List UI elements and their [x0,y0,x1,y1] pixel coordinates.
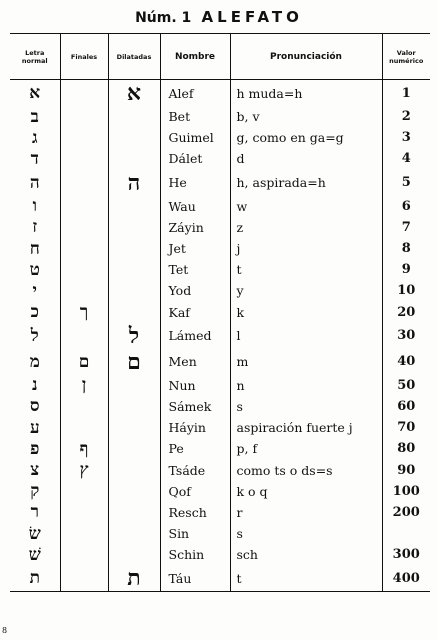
letter-normal: ה [29,172,40,193]
letter-final [60,565,108,592]
letter-normal: ו [32,196,37,217]
letter-pronunciation: t [230,259,382,280]
header-row [10,34,430,80]
letter-final [60,523,108,544]
table-row [10,375,430,396]
header-valor: Valor numérico [382,34,430,80]
letter-dilatada [108,375,160,396]
table-row [10,259,430,280]
letter-dilatada [108,106,160,127]
letter-normal: ב [30,106,39,127]
letter-pronunciation: m [230,349,382,375]
letter-dilatada [108,127,160,148]
letter-dilatada: א [108,80,160,107]
letter-dilatada [108,502,160,523]
letter-pronunciation: y [230,280,382,301]
letter-name: Nun [160,375,230,396]
letter-pronunciation: b, v [230,106,382,127]
letter-name: He [160,170,230,196]
table-number: Núm. 1 [135,10,192,26]
letter-name: Tet [160,259,230,280]
page-footnote: 8 [2,626,8,635]
letter-final: ך [60,302,108,323]
letter-normal: שׁ [28,544,41,565]
letter-name: Alef [160,80,230,107]
header-finales: Finales [60,34,108,80]
letter-final: ן [60,375,108,396]
letter-normal: ר [30,502,39,523]
letter-dilatada [108,438,160,459]
letter-value: 3 [382,127,430,148]
letter-final [60,323,108,349]
letter-value: 50 [382,375,430,396]
letter-value: 9 [382,259,430,280]
table-row [10,565,430,592]
letter-pronunciation: s [230,396,382,417]
letter-pronunciation: p, f [230,438,382,459]
letter-final [60,217,108,238]
table-row [10,544,430,565]
page-title [0,8,438,26]
letter-dilatada [108,417,160,438]
letter-name: Qof [160,481,230,502]
table-row [10,349,430,375]
letter-normal: מ [29,351,40,372]
letter-dilatada [108,523,160,544]
letter-value: 5 [382,170,430,196]
letter-value: 2 [382,106,430,127]
letter-name: Háyin [160,417,230,438]
letter-value: 7 [382,217,430,238]
letter-pronunciation: h, aspirada=h [230,170,382,196]
table-row [10,459,430,480]
letter-value: 4 [382,148,430,169]
letter-pronunciation: g, como en ga=g [230,127,382,148]
table-row [10,302,430,323]
letter-normal: שׂ [28,523,41,544]
letter-dilatada [108,544,160,565]
letter-pronunciation: sch [230,544,382,565]
letter-normal: ז [32,217,38,238]
letter-final: ץ [60,459,108,480]
letter-normal: ס [29,396,40,417]
letter-pronunciation: k [230,302,382,323]
table-row [10,196,430,217]
letter-name: Lámed [160,323,230,349]
table-row [10,417,430,438]
letter-name: Wau [160,196,230,217]
letter-final [60,396,108,417]
letter-name: Kaf [160,302,230,323]
letter-dilatada: ה [108,170,160,196]
header-nombre: Nombre [160,34,230,80]
letter-dilatada [108,196,160,217]
letter-value: 300 [382,544,430,565]
letter-final: ף [60,438,108,459]
letter-name: Táu [160,565,230,592]
header-normal: Letra normal [10,34,60,80]
letter-dilatada [108,148,160,169]
letter-dilatada [108,302,160,323]
alefato-table [10,33,430,592]
table-row [10,80,430,107]
table-row [10,438,430,459]
letter-dilatada [108,396,160,417]
table-row [10,323,430,349]
letter-value: 100 [382,481,430,502]
letter-name: Yod [160,280,230,301]
letter-name: Záyin [160,217,230,238]
letter-pronunciation: r [230,502,382,523]
letter-dilatada [108,481,160,502]
letter-final [60,259,108,280]
letter-pronunciation: t [230,565,382,592]
letter-name: Resch [160,502,230,523]
letter-final: ם [60,349,108,375]
letter-value: 30 [382,323,430,349]
letter-value: 20 [382,302,430,323]
letter-dilatada: ם [108,349,160,375]
letter-final [60,544,108,565]
letter-name: Men [160,349,230,375]
table-row [10,523,430,544]
letter-value: 70 [382,417,430,438]
table-row [10,396,430,417]
table-row [10,238,430,259]
letter-final [60,127,108,148]
letter-name: Bet [160,106,230,127]
letter-final [60,280,108,301]
letter-value: 200 [382,502,430,523]
letter-dilatada: ל [108,323,160,349]
letter-dilatada [108,238,160,259]
letter-normal: כ [30,302,39,323]
letter-final [60,502,108,523]
letter-value: 6 [382,196,430,217]
letter-value: 1 [382,80,430,107]
letter-normal: ג [31,127,38,148]
letter-name: Sámek [160,396,230,417]
letter-name: Dálet [160,148,230,169]
letter-name: Sin [160,523,230,544]
table-row [10,106,430,127]
letter-final [60,106,108,127]
letter-pronunciation: s [230,523,382,544]
letter-normal: צ [30,460,40,481]
letter-dilatada [108,259,160,280]
letter-normal: ט [29,259,40,280]
letter-name: Guimel [160,127,230,148]
letter-value: 40 [382,349,430,375]
letter-name: Tsáde [160,459,230,480]
letter-pronunciation: j [230,238,382,259]
table-row [10,127,430,148]
letter-pronunciation: l [230,323,382,349]
letter-pronunciation: como ts o ds=s [230,459,382,480]
letter-normal: י [32,280,37,301]
letter-name: Schin [160,544,230,565]
table-row [10,217,430,238]
letter-final [60,238,108,259]
letter-dilatada [108,280,160,301]
letter-value [382,523,430,544]
letter-pronunciation: z [230,217,382,238]
letter-pronunciation: aspiración fuerte j [230,417,382,438]
letter-pronunciation: w [230,196,382,217]
letter-final [60,170,108,196]
letter-dilatada [108,459,160,480]
letter-normal: פ [30,438,40,459]
table-row [10,280,430,301]
letter-value: 90 [382,459,430,480]
letter-normal: ד [30,148,39,169]
table-title: ALEFATO [201,8,303,26]
table-row [10,502,430,523]
letter-value: 400 [382,565,430,592]
letter-final [60,196,108,217]
letter-name: Pe [160,438,230,459]
letter-final [60,148,108,169]
letter-normal: א [29,83,41,103]
letter-value: 8 [382,238,430,259]
letter-value: 80 [382,438,430,459]
letter-pronunciation: k o q [230,481,382,502]
letter-final [60,80,108,107]
letter-value: 60 [382,396,430,417]
letter-pronunciation: n [230,375,382,396]
letter-normal: ל [30,325,39,346]
letter-pronunciation: d [230,148,382,169]
header-pronunciacion: Pronunciación [230,34,382,80]
letter-dilatada [108,217,160,238]
table-body [10,80,430,592]
letter-pronunciation: h muda=h [230,80,382,107]
letter-dilatada: ת [108,565,160,592]
letter-normal: ק [30,481,40,502]
letter-final [60,481,108,502]
letter-name: Jet [160,238,230,259]
letter-normal: נ [31,375,38,396]
table-row [10,170,430,196]
letter-normal: ת [10,565,60,592]
header-dilatadas: Dilatadas [108,34,160,80]
letter-value: 10 [382,280,430,301]
table-row [10,148,430,169]
letter-final [60,417,108,438]
letter-normal: ע [29,417,40,438]
table-row [10,481,430,502]
letter-normal: ח [29,238,40,259]
